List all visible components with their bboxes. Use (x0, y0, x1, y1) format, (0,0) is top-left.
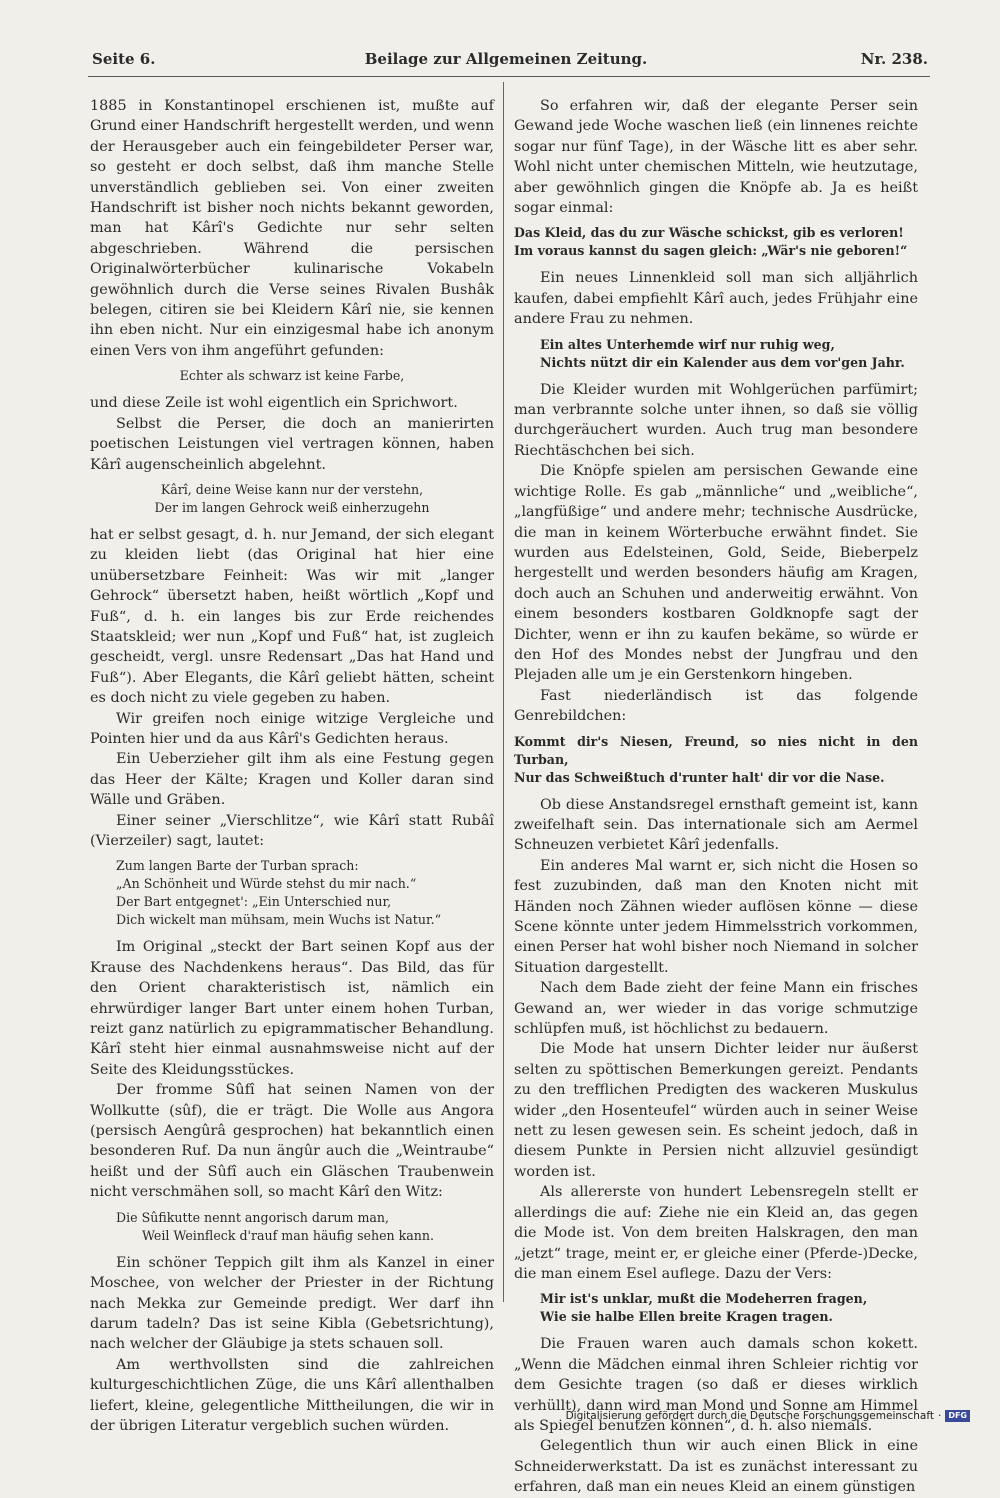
paragraph: Ein anderes Mal warnt er, sich nicht die Hosen so fest zuzubinden, daß man den Knoten nicht mit Händen noch Zähnen wieder auflösen könne — diese Scene könnte unter jedem Himmelsstrich vorkommen, einen Perser hat wohl bisher noch Niemand in solcher Situation dargestellt. (514, 857, 918, 976)
paragraph: Selbst die Perser, die doch an manierirten poetischen Leistungen viel vertragen können, haben Kârî augenscheinlich abgelehnt. (90, 415, 494, 473)
verse (90, 367, 494, 385)
verse-line: Zum langen Barte der Turban sprach: (116, 858, 359, 874)
paragraph: Die Knöpfe spielen am persischen Gewande eine wichtige Rolle. Es gab „männliche“ und „weibliche“, „langfüßige“ und andere mehr; technische Ausdrücke, die man in keinem Wörterbuche erwähnt findet. Sie wurden aus Edelsteinen, Gold, Seide, Bieberpelz hergestellt und werden besonders häufig am Kragen, doch auch an Schuhen und anderweitig erwähnt. Von einem besonders kostbaren Goldknopfe sagt der Dichter, wenn er ihn zu kaufen bekäme, so würde er den Hof des Mondes nebst der Jungfrau und den Plejaden alle um je ein Gerstenkorn hingeben. (514, 463, 918, 684)
verse (90, 1209, 494, 1245)
paragraph: Der fromme Sûfî hat seinen Namen von der Wollkutte (sûf), die er trägt. Die Wolle aus Angora (persisch Aengûrâ gesprochen) hat bekanntlich einen besonderen Ruf. Da nun ängûr auch die „Weintraube“ heißt und der Sûfî auch ein Gläschen Traubenwein nicht verschmähen soll, so macht Kârî den Witz: (90, 1082, 494, 1201)
issue-number: Nr. 238. (860, 50, 928, 68)
left-column (90, 96, 494, 1436)
paragraph: Im Original „steckt der Bart seinen Kopf aus der Krause des Nachdenkens heraus“. Das Bild, das für den Orient charakteristisch ist, nämlich ein ehrwürdiger langer Bart unter einem hohen Turban, reizt ganz natürlich zu epigrammatischer Behandlung. Kârî steht hier einmal ausnahmsweise nicht auf der Seite des Kleidungsstückes. (90, 939, 494, 1078)
credit-text: Digitalisierung gefördert durch die Deutsche Forschungsgemeinschaft (565, 1410, 934, 1422)
verse-line: Im voraus kannst du sagen gleich: „Wär's nie geboren!“ (514, 243, 908, 259)
paragraph: Die Mode hat unsern Dichter leider nur äußerst selten zu spöttischen Bemerkungen gereizt. Pendants zu den trefflichen Predigten des wackeren Muskulus wider „den Hosenteufel“ würden auch in seiner Weise nett zu lesen gewesen sein. Es scheint jedoch, daß in diesem Punkte in Persien nicht allzuviel gesündigt worden ist. (514, 1041, 918, 1180)
verse-line: Das Kleid, das du zur Wäsche schickst, gib es verloren! (514, 225, 904, 241)
paragraph: Nach dem Bade zieht der feine Mann ein frisches Gewand an, wer wieder in das vorige schmutzige schlüpfen muß, ist höchlichst zu bedauern. (514, 980, 918, 1038)
paragraph: Die Kleider wurden mit Wohlgerüchen parfümirt; man verbrannte solche unter ihnen, so daß sie völlig durchgeräuchert wurden. Auch trug man besondere Riechtäschchen bei sich. (514, 381, 918, 459)
verse-line: Weil Weinfleck d'rauf man häufig sehen kann. (142, 1227, 435, 1243)
verse-line: Wie sie halbe Ellen breite Kragen tragen. (540, 1309, 833, 1325)
publication-title: Beilage zur Allgemeinen Zeitung. (364, 50, 648, 68)
column-divider (503, 82, 504, 1302)
verse (514, 1290, 918, 1326)
paragraph: Ob diese Anstandsregel ernsthaft gemeint ist, kann zweifelhaft sein. Das internationale sich am Aermel Schneuzen verbietet Kârî jedenfalls. (514, 796, 918, 854)
verse-line: Kârî, deine Weise kann nur der verstehn, (160, 481, 424, 497)
paragraph: Als allererste von hundert Lebensregeln stellt er allerdings die auf: Ziehe nie ein Kleid an, das gegen die Mode ist. Von dem breiten Halskragen, den man „jetzt“ trage, meint er, er gleiche einer (Pferde-)Decke, die man einem Esel auflege. Dazu der Vers: (514, 1184, 918, 1282)
paragraph: Wir greifen noch einige witzige Vergleiche und Pointen hier und da aus Kârî's Gedichten heraus. (90, 710, 494, 747)
verse-line: Nichts nützt dir ein Kalender aus dem vor'gen Jahr. (540, 354, 905, 370)
paragraph: Ein Ueberzieher gilt ihm als eine Festung gegen das Heer der Kälte; Kragen und Koller daran sind Wälle und Gräben. (90, 751, 494, 809)
verse (90, 481, 494, 517)
page-header (80, 44, 932, 74)
verse-line: Echter als schwarz ist keine Farbe, (179, 368, 405, 384)
verse-line: Der im langen Gehrock weiß einherzugehn (154, 499, 430, 515)
paragraph: Am werthvollsten sind die zahlreichen kulturgeschichtlichen Züge, die uns Kârî allenthalben liefert, kleine, gelegentliche Mittheilungen, die wir in der übrigen Literatur vergeblich suchen würden. (90, 1356, 494, 1434)
digitization-credit: Digitalisierung gefördert durch die Deutsche Forschungsgemeinschaft · DFG (566, 1410, 970, 1422)
paragraph: Einer seiner „Vierschlitze“, wie Kârî statt Rubâî (Vierzeiler) sagt, lautet: (90, 812, 494, 849)
paragraph: Fast niederländisch ist das folgende Genrebildchen: (514, 687, 918, 725)
right-column (514, 96, 918, 1498)
dfg-logo-icon: DFG (945, 1410, 970, 1422)
paragraph: 1885 in Konstantinopel erschienen ist, mußte auf Grund einer Handschrift hergestellt werden, und wenn der Herausgeber auch ein feingebildeter Perser war, so gesteht er doch selbst, daß ihm manche Stelle unverständlich geblieben sei. Von einer zweiten Handschrift ist bisher noch nichts bekannt geworden, man hat Kârî's Gedichte nur sehr selten abgeschrieben. Während die persischen Originalwörterbücher kulinarische Vokabeln gewöhnlich durch die Verse seines Rivalen Bushâk belegen, citiren sie bei Kleidern Kârî nie, sie kennen ihn eben nicht. Nur ein einzigesmal habe ich anonym einen Vers von ihm angeführt gefunden: (90, 98, 494, 359)
paragraph: So erfahren wir, daß der elegante Perser sein Gewand jede Woche waschen ließ (ein linnenes reichte sogar nur fünf Tage), in der Wäsche litt es aber sehr. Wohl nicht unter chemischen Mitteln, wie heutzutage, aber gewöhnlich gingen die Knöpfe ab. Ja es heißt sogar einmal: (514, 98, 918, 217)
verse-line: Die Sûfikutte nennt angorisch darum man, (116, 1209, 390, 1225)
verse-line: Mir ist's unklar, mußt die Modeherren fragen, (540, 1291, 868, 1307)
verse (514, 224, 918, 260)
paragraph: Die Frauen waren auch damals schon kokett. „Wenn die Mädchen einmal ihren Schleier richtig vor dem Gesichte tragen (so daß er dieses wirklich verhüllt), dann wird man Mond und Sonne am Himmel als Spiegel benutzen können“, d. h. also niemals. (514, 1336, 918, 1434)
verse-line: „An Schönheit und Würde stehst du mir nach.“ (116, 876, 417, 892)
verse-line: Dich wickelt man mühsam, mein Wuchs ist Natur.“ (116, 912, 442, 928)
paragraph: Gelegentlich thun wir auch einen Blick in eine Schneiderwerkstatt. Da ist es zunächst interessant zu erfahren, daß man ein neues Kleid an einem günstigen (514, 1438, 918, 1496)
verse-line: Der Bart entgegnet': „Ein Unterschied nur, (116, 894, 392, 910)
paragraph: Ein neues Linnenkleid soll man sich alljährlich kaufen, dabei empfiehlt Kârî auch, jedes Frühjahr eine andere Frau zu nehmen. (514, 270, 918, 328)
verse (514, 336, 918, 372)
verse-line: Kommt dir's Niesen, Freund, so nies nicht in den Turban, (514, 733, 918, 767)
verse-line: Nur das Schweißtuch d'runter halt' dir vor die Nase. (514, 769, 885, 785)
verse-line: Ein altes Unterhemde wirf nur ruhig weg, (540, 336, 835, 352)
verse (514, 733, 918, 787)
page-number: Seite 6. (92, 50, 156, 68)
verse (90, 857, 494, 929)
paragraph: und diese Zeile ist wohl eigentlich ein Sprichwort. (90, 395, 458, 412)
header-rule (88, 76, 930, 77)
paragraph: hat er selbst gesagt, d. h. nur Jemand, der sich elegant zu kleiden liebt (das Original hat hier eine unübersetzbare Feinheit: Was wir mit „langer Gehrock“ übersetzt haben, heißt wörtlich „Kopf und Fuß“, d. h. ein langes bis zur Erde reichendes Staatskleid; wer nun „Kopf und Fuß“ hat, ist zugleich gescheidt, vergl. unsre Redensart „Das hat Hand und Fuß“). Aber Elegants, die Kârî geliebt hätten, scheint es doch nicht zu viele gegeben zu haben. (90, 526, 494, 707)
paragraph: Ein schöner Teppich gilt ihm als Kanzel in einer Moschee, von welcher der Priester in der Richtung nach Mekka zur Gemeinde predigt. Wer darf ihn darum tadeln? Das ist seine Kibla (Gebetsrichtung), nach welcher der Gläubige ja stets schauen soll. (90, 1254, 494, 1353)
